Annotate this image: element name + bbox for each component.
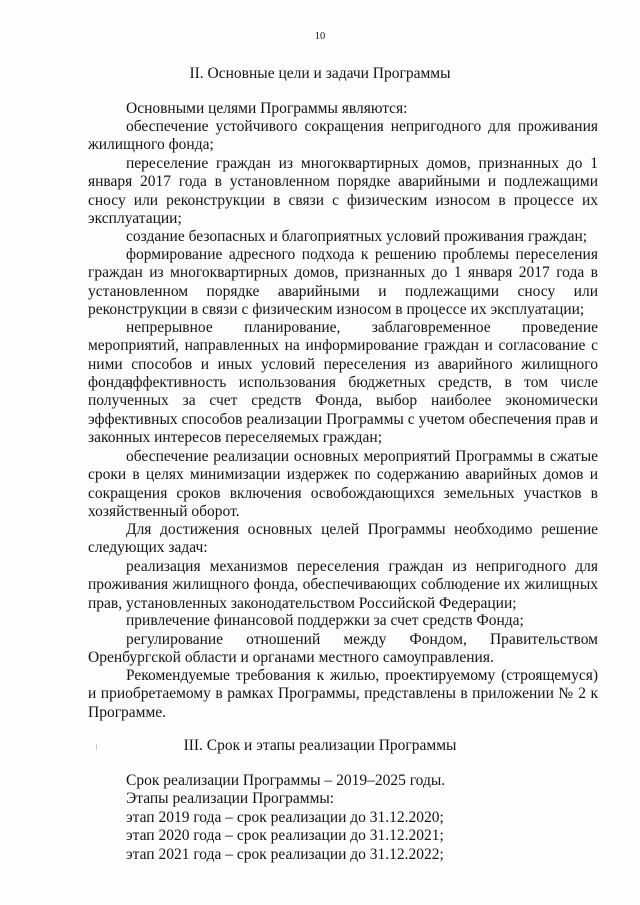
page-number: 10 xyxy=(314,31,326,42)
task-paragraph: регулирование отношений между Фондом, Правительством Оренбургской области и органами местного самоуправления. xyxy=(88,631,598,667)
task-paragraph: привлечение финансовой поддержки за счет средств Фонда; xyxy=(126,612,524,629)
goal-paragraph: переселение граждан из многоквартирных домов, признанных до 1 января 2017 года в установленном порядке аварийными и подлежащими сносу или реконструкции в связи с физическим износом в процессе их эксплуатации; xyxy=(88,155,598,228)
stages-heading-line: Этапы реализации Программы: xyxy=(126,790,335,807)
stage-line: этап 2021 года – срок реализации до 31.12.2022; xyxy=(126,846,444,863)
task-paragraph: реализация механизмов переселения граждан из непригодного для проживания жилищного фонда, обеспечивающих соблюдение их жилищных прав, установленных законодательством Российской Федерации; xyxy=(88,558,598,612)
requirements-paragraph: Рекомендуемые требования к жилью, проектируемому (строящемуся) и приобретаемому в рамках Программы, представлены в приложении № 2 к Программе. xyxy=(88,667,598,721)
goal-paragraph: обеспечение реализации основных мероприятий Программы в сжатые сроки в целях минимизации издержек по содержанию аварийных домов и сокращения сроков включения освобождающихся земельных участков в хозяйственный оборот. xyxy=(88,448,598,521)
goal-paragraph: обеспечение устойчивого сокращения непригодного для проживания жилищного фонда; xyxy=(88,118,598,154)
section-2-title: II. Основные цели и задачи Программы xyxy=(189,65,451,82)
goal-paragraph: создание безопасных и благоприятных условий проживания граждан; xyxy=(126,228,588,245)
section-3-title: III. Срок и этапы реализации Программы xyxy=(183,737,457,754)
goal-paragraph: формирование адресного подхода к решению проблемы переселения граждан из многоквартирных домов, признанных до 1 января 2017 года в установленном порядке аварийными и подлежащими сносу или реконструкции в связи с физическим износом в процессе их эксплуатации; xyxy=(88,246,598,319)
stage-line: этап 2020 года – срок реализации до 31.12.2021; xyxy=(126,827,444,844)
period-line: Срок реализации Программы – 2019–2025 годы. xyxy=(126,772,446,789)
goals-intro: Основными целями Программы являются: xyxy=(126,100,408,117)
goal-paragraph: эффективность использования бюджетных средств, в том числе полученных за счет средств Фонда, выбор наиболее экономически эффективных способов реализации Программы с учетом обеспечения прав и законных интересов переселяемых граждан; xyxy=(88,374,598,447)
stage-line: этап 2019 года – срок реализации до 31.12.2020; xyxy=(126,809,444,826)
margin-mark xyxy=(96,744,97,750)
goal-paragraph: непрерывное планирование, заблаговременное проведение мероприятий, направленных на информирование граждан и согласование с ними способов и иных условий переселения из аварийного жилищного фонда; xyxy=(88,319,598,392)
tasks-intro: Для достижения основных целей Программы необходимо решение следующих задач: xyxy=(88,521,598,557)
